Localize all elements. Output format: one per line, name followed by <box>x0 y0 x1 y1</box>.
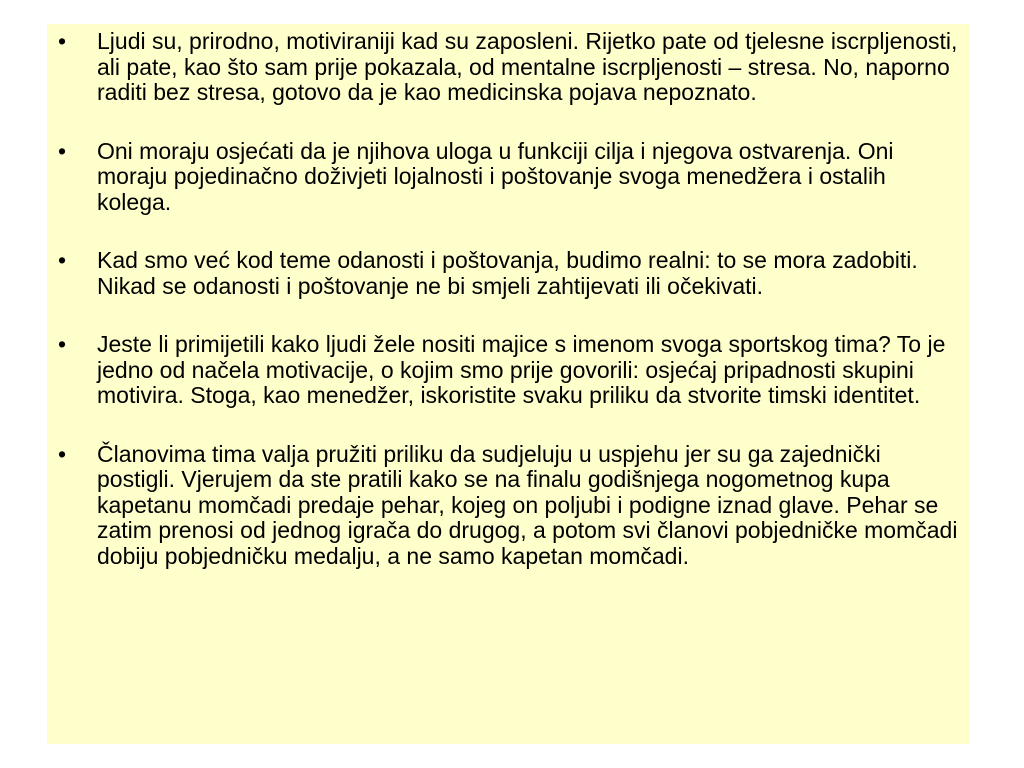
bullet-text: Kad smo već kod teme odanosti i poštovanja, budimo realni: to se mora zadobiti. Nikad se odanosti i poštovanje ne bi smjeli zahtijevati ili očekivati. <box>97 247 918 299</box>
bullet-item-2 <box>47 139 970 216</box>
bullet-dot-icon: • <box>58 137 67 164</box>
bullet-list <box>47 29 970 602</box>
bullet-item-5 <box>47 442 970 570</box>
bullet-dot-icon: • <box>58 331 67 357</box>
bullet-text: Oni moraju osjećati da je njihova uloga u funkciji cilja i njegova ostvarenja. Oni moraju pojedinačno doživjeti lojalnosti i poštovanje svoga menedžera i ostalih kolega. <box>97 137 894 215</box>
bullet-text: Ljudi su, prirodno, motiviraniji kad su zaposleni. Rijetko pate od tjelesne iscrpljenosti, ali pate, kao što sam prije pokazala, od mentalne iscrpljenosti – stresa. No, naporno raditi bez stresa, gotovo da je kao medicinska pojava nepoznato. <box>97 28 958 105</box>
bullet-dot-icon: • <box>58 440 67 467</box>
bullet-dot-icon: • <box>58 247 67 273</box>
bullet-text: Članovima tima valja pružiti priliku da sudjeluju u uspjehu jer su ga zajednički postigli. Vjerujem da ste pratili kako se na finalu godišnjega nogometnog kupa kapetanu momčadi predaje pehar, kojeg on poljubi i podigne iznad glave. Pehar se zatim prenosi od jednog igrača do drugog, a potom svi članovi pobjedničke momčadi dobiju pobjedničku medalju, a ne samo kapetan momčadi. <box>97 440 958 569</box>
bullet-item-3 <box>47 248 970 299</box>
bullet-dot-icon: • <box>58 28 67 54</box>
bullet-item-1 <box>47 29 970 106</box>
bullet-text: Jeste li primijetili kako ljudi žele nositi majice s imenom svoga sportskog tima? To je jedno od načela motivacije, o kojim smo prije govorili: osjećaj pripadnosti skupini motivira. Stoga, kao menedžer, iskoristite svaku priliku da stvorite timski identitet. <box>97 331 946 408</box>
text-panel <box>47 24 970 744</box>
bullet-item-4 <box>47 332 970 409</box>
